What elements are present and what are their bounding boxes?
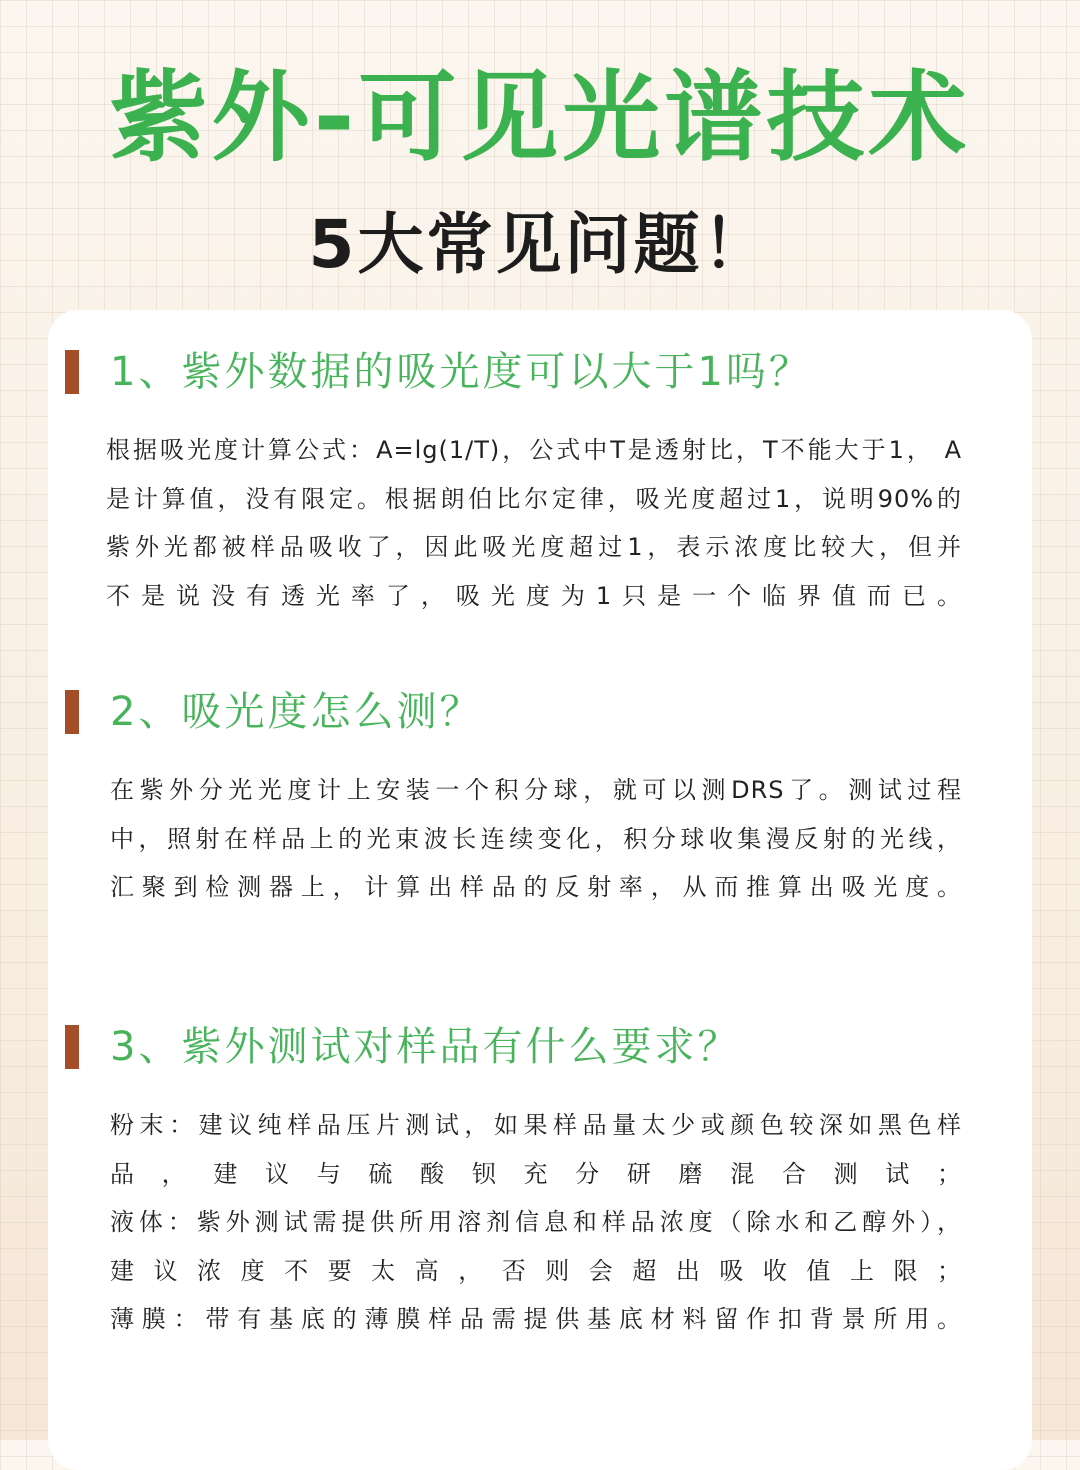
body-line: 不是说没有透光率了，吸光度为1只是一个临界值而已。 — [106, 581, 962, 610]
body-line: 汇聚到检测器上，计算出样品的反射率，从而推算出吸光度。 — [110, 873, 962, 901]
body-line: 根据吸光度计算公式：A=lg(1/T)，公式中T是透射比，T不能大于1， A — [106, 436, 962, 464]
body-line: 在紫外分光光度计上安装一个积分球，就可以测DRS了。测试过程 — [110, 776, 962, 804]
section-marker-bar — [65, 690, 79, 734]
section-body — [110, 1101, 962, 1344]
section-title: 3、紫外测试对样品有什么要求？ — [110, 1024, 741, 1070]
body-line: 粉末：建议纯样品压片测试，如果样品量太少或颜色较深如黑色样 — [110, 1111, 962, 1139]
body-line: 是计算值，没有限定。根据朗伯比尔定律，吸光度超过1，说明90%的 — [106, 484, 962, 513]
body-line: 中，照射在样品上的光束波长连续变化，积分球收集漫反射的光线， — [110, 824, 962, 853]
faq-section-3 — [48, 1015, 1032, 1344]
section-marker-bar — [65, 350, 79, 394]
section-title: 2、吸光度怎么测？ — [110, 689, 483, 735]
faq-section-2 — [48, 680, 1032, 912]
faq-section-1 — [48, 340, 1032, 620]
page-title: 紫外-可见光谱技术 — [109, 61, 971, 175]
section-marker-bar — [65, 1025, 79, 1069]
body-line: 液体：紫外测试需提供所用溶剂信息和样品浓度（除水和乙醇外）， — [110, 1208, 962, 1236]
section-header — [48, 1015, 1032, 1085]
section-title: 1、紫外数据的吸光度可以大于1吗？ — [110, 349, 812, 395]
content-card — [48, 310, 1032, 1470]
section-body — [106, 426, 962, 620]
body-line: 紫外光都被样品吸收了，因此吸光度超过1，表示浓度比较大，但并 — [106, 533, 962, 561]
page-subtitle: 5大常见问题！ — [308, 206, 772, 283]
section-body — [110, 766, 962, 912]
section-header — [48, 340, 1032, 410]
body-line: 薄膜：带有基底的薄膜样品需提供基底材料留作扣背景所用。 — [110, 1305, 962, 1333]
body-line: 品，建议与硫酸钡充分研磨混合测试； — [110, 1159, 962, 1188]
body-line: 建议浓度不要太高，否则会超出吸收值上限； — [110, 1256, 962, 1285]
section-header — [48, 680, 1032, 750]
